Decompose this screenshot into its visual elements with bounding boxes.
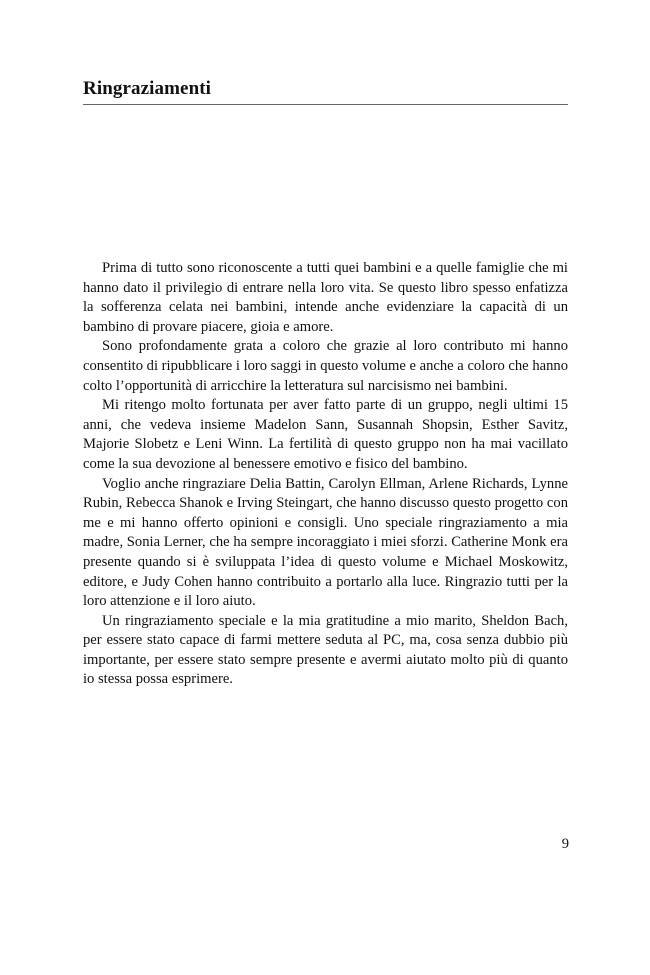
acknowledgements-body — [83, 259, 568, 690]
page-title: Ringraziamenti — [83, 78, 212, 99]
paragraph: Prima di tutto sono riconoscente a tutti quei bambini e a quelle famiglie che mi hanno dato il privilegio di entrare nella loro vita. Se questo libro spesso enfatizza la sofferenza celata nei bambini, intende anche evidenziare la capacità di un bambino di provare piacere, gioia e amore. — [83, 260, 568, 335]
title-divider — [83, 104, 568, 105]
page-number: 9 — [561, 836, 569, 852]
paragraph: Mi ritengo molto fortunata per aver fatto parte di un gruppo, negli ultimi 15 anni, che vedeva insieme Madelon Sann, Susannah Shopsin, Esther Savitz, Majorie Slobetz e Leni Winn. La fertilità di questo gruppo non ha mai vacillato come la sua devozione al benessere emotivo e fisico del bambino. — [83, 397, 568, 472]
paragraph: Sono profondamente grata a coloro che grazie al loro contributo mi hanno consentito di ripubblicare i loro saggi in questo volume e anche a coloro che hanno colto l’opportunità di arricchire la letteratura sul narcisismo nei bambini. — [83, 338, 568, 394]
paragraph: Voglio anche ringraziare Delia Battin, Carolyn Ellman, Arlene Richards, Lynne Rubin, Rebecca Shanok e Irving Steingart, che hanno discusso questo progetto con me e mi hanno offerto opinioni e consigli. Uno speciale ringraziamento a mia madre, Sonia Lerner, che ha sempre incoraggiato i miei sforzi. Catherine Monk era presente quando si è sviluppata l’idea di questo volume e Michael Moskowitz, editore, e Judy Cohen hanno contribuito a portarlo alla luce. Ringrazio tutti per la loro attenzione e il loro aiuto. — [83, 475, 568, 610]
paragraph: Un ringraziamento speciale e la mia gratitudine a mio marito, Sheldon Bach, per essere stato capace di farmi mettere seduta al PC, ma, cosa senza dubbio più importante, per essere stato sempre presente e avermi aiutato molto più di quanto io stessa possa esprimere. — [83, 612, 568, 688]
